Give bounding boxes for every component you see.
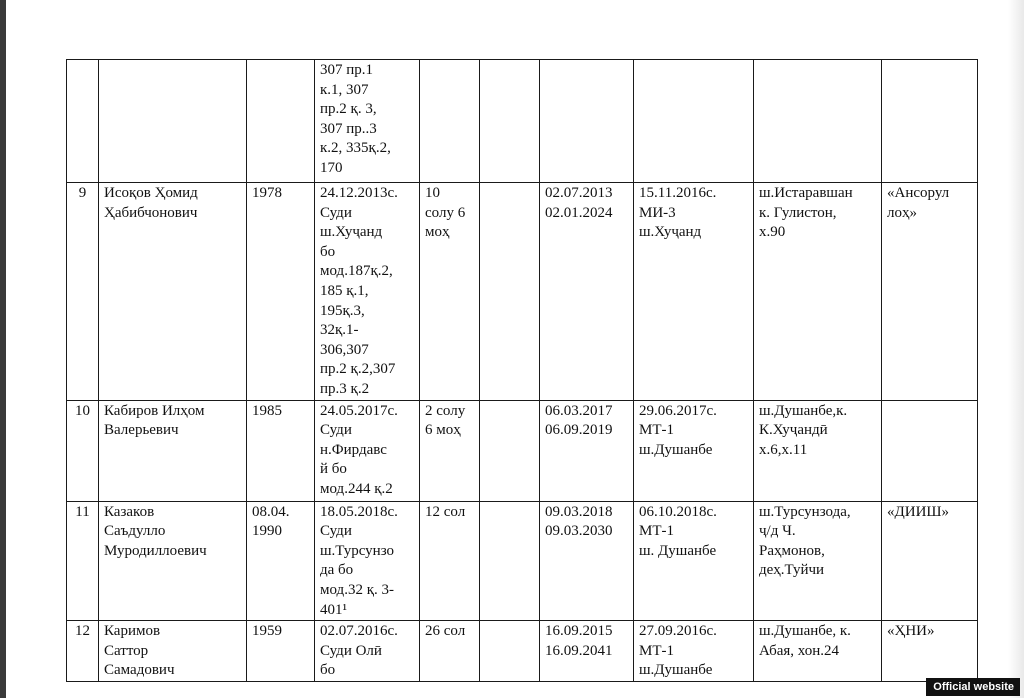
left-edge-bar — [0, 0, 6, 698]
row-number — [67, 60, 99, 183]
sentence-term: 12 сол — [420, 501, 480, 621]
detention-place: 27.09.2016с. МТ-1 ш.Душанбе — [634, 621, 754, 682]
home-address: ш.Душанбе,к. К.Хуҷандӣ х.6,х.11 — [754, 400, 882, 501]
sentence-term — [420, 60, 480, 183]
person-name: Исоқов Ҳомид Ҳабибчонович — [99, 183, 247, 401]
person-name — [99, 60, 247, 183]
empty-column — [480, 621, 540, 682]
organization: «ДИИШ» — [882, 501, 978, 621]
sentence-term: 26 сол — [420, 621, 480, 682]
home-address: ш.Турсунзода, ҷ/д Ч. Раҳмонов, деҳ.Туйчи — [754, 501, 882, 621]
organization — [882, 60, 978, 183]
sentence-period: 06.03.2017 06.09.2019 — [540, 400, 634, 501]
page-edge-shadow — [1008, 0, 1024, 698]
sentence-term: 10 солу 6 моҳ — [420, 183, 480, 401]
table-row — [67, 400, 978, 501]
sentence-term: 2 солу 6 моҳ — [420, 400, 480, 501]
sentence-period — [540, 60, 634, 183]
empty-column — [480, 400, 540, 501]
empty-column — [480, 501, 540, 621]
birth-year: 1978 — [247, 183, 315, 401]
sentence-period: 02.07.2013 02.01.2024 — [540, 183, 634, 401]
court-decision: 18.05.2018с. Суди ш.Турсунзо да бо мод.32 қ. 3- 401¹ — [315, 501, 420, 621]
row-number: 12 — [67, 621, 99, 682]
detention-place: 15.11.2016с. МИ-3 ш.Хуҷанд — [634, 183, 754, 401]
official-website-label[interactable]: Official website — [926, 678, 1020, 696]
detention-place — [634, 60, 754, 183]
birth-year: 1959 — [247, 621, 315, 682]
organization: «Ансорул лоҳ» — [882, 183, 978, 401]
sentence-period: 09.03.2018 09.03.2030 — [540, 501, 634, 621]
court-decision: 02.07.2016с. Суди Олӣ бо — [315, 621, 420, 682]
empty-column — [480, 60, 540, 183]
sentence-period: 16.09.2015 16.09.2041 — [540, 621, 634, 682]
table-row — [67, 501, 978, 621]
home-address — [754, 60, 882, 183]
row-number: 9 — [67, 183, 99, 401]
detention-place: 29.06.2017с. МТ-1 ш.Душанбе — [634, 400, 754, 501]
row-number: 10 — [67, 400, 99, 501]
home-address: ш.Истаравшан к. Гулистон, х.90 — [754, 183, 882, 401]
person-name: Кабиров Илҳом Валерьевич — [99, 400, 247, 501]
person-name: Казаков Саъдулло Муродиллоевич — [99, 501, 247, 621]
detention-place: 06.10.2018с. МТ-1 ш. Душанбе — [634, 501, 754, 621]
table-row — [67, 60, 978, 183]
court-decision: 24.05.2017с. Суди н.Фирдавс й бо мод.244 қ.2 — [315, 400, 420, 501]
row-number: 11 — [67, 501, 99, 621]
birth-year: 1985 — [247, 400, 315, 501]
table-row — [67, 183, 978, 401]
table-row — [67, 621, 978, 682]
person-name: Каримов Саттор Самадович — [99, 621, 247, 682]
prisoners-table — [66, 59, 978, 682]
birth-year: 08.04. 1990 — [247, 501, 315, 621]
home-address: ш.Душанбе, к. Абая, хон.24 — [754, 621, 882, 682]
organization — [882, 400, 978, 501]
organization: «ҲНИ» — [882, 621, 978, 682]
court-decision: 24.12.2013с. Суди ш.Хуҷанд бо мод.187қ.2, 185 қ.1, 195қ.3, 32қ.1- 306,307 пр.2 қ.2,307 пр.3 қ.2 — [315, 183, 420, 401]
empty-column — [480, 183, 540, 401]
court-decision: 307 пр.1 к.1, 307 пр.2 қ. 3, 307 пр..3 к.2, 335қ.2, 170 — [315, 60, 420, 183]
birth-year — [247, 60, 315, 183]
